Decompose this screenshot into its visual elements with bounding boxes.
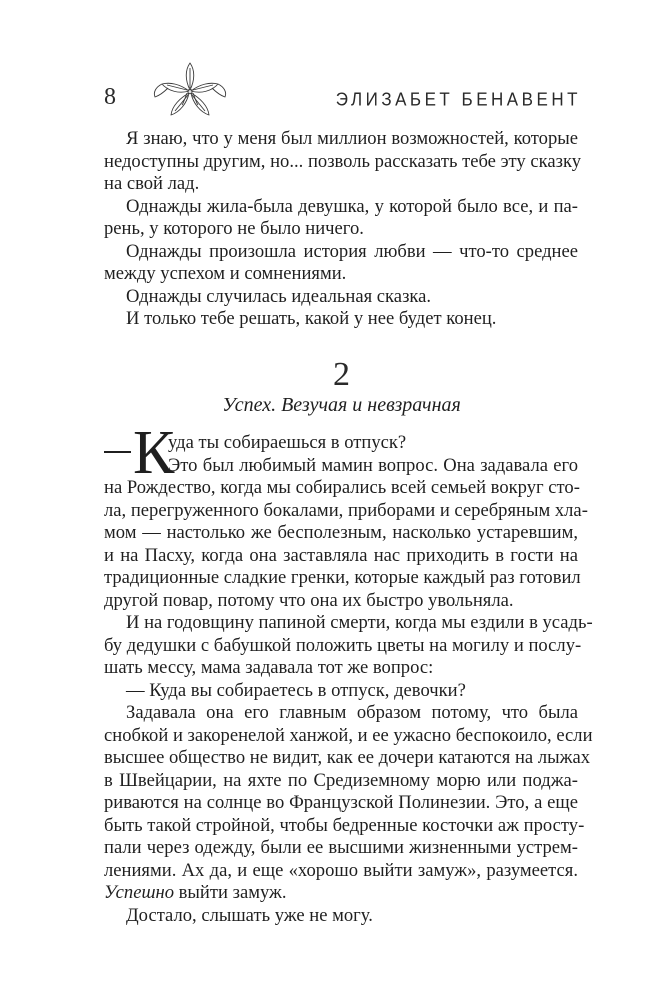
text-line: быть такой стройной, чтобы бедренные косточки аж просту-: [104, 814, 585, 836]
intro-text: [104, 128, 582, 331]
chapter-number: 2: [333, 356, 350, 393]
text-line: рень, у которого не было ничего.: [104, 218, 364, 239]
text-line: в Швейцарии, на яхте по Средиземному морю или поджа-: [104, 769, 578, 791]
text-line: недоступны другим, но... позволь рассказать тебе эту сказку: [104, 150, 582, 172]
text-line: на Рождество, когда мы собирались всей семьей вокруг сто-: [104, 477, 580, 498]
text-line: И на годовщину папиной смерти, когда мы ездили в усадь-: [126, 612, 593, 633]
text-line: Однажды жила-была девушка, у которой было все, и па-: [126, 195, 578, 217]
text-line: Однажды произошла история любви — что-то среднее: [126, 240, 578, 262]
text-line: Это был любимый мамин вопрос. Она задавала его: [168, 454, 578, 476]
text-line: и на Пасху, когда она заставляла нас приходить в гости на: [104, 544, 578, 566]
text-line: Достало, слышать уже не могу.: [126, 904, 373, 926]
text-line: ла, перегруженного бокалами, приборами и серебряным хла-: [104, 499, 588, 521]
text-line: традиционные сладкие гренки, которые каждый раз готовил: [104, 567, 581, 588]
text-line: между успехом и сомнениями.: [104, 263, 347, 284]
text-line: другой повар, потому что она их быстро увольняла.: [104, 589, 514, 611]
drop-cap: К: [133, 419, 175, 487]
text-line: на свой лад.: [104, 173, 200, 194]
text-line: Однажды случилась идеальная сказка.: [126, 285, 432, 307]
text-line: высшее общество не видит, как ее дочери катаются на лыжах: [104, 747, 590, 768]
text-line: шать мессу, мама задавала тот же вопрос:: [104, 657, 434, 678]
text-line: риваются на солнце во Французской Полинезии. Это, а еще: [104, 792, 578, 813]
chapter-title: Успех. Везучая и невзрачная: [222, 394, 461, 416]
running-head: ЭЛИЗАБЕТ БЕНАВЕНТ: [335, 89, 581, 110]
emphasis-word: Успешно: [104, 882, 174, 903]
text-line: И только тебе решать, какой у нее будет конец.: [126, 308, 497, 329]
text-line: снобкой и закоренелой ханжой, и ее ужасно беспокоило, если: [104, 724, 593, 746]
page-number: 8: [104, 84, 116, 110]
text-line: лениями. Ах да, и еще «хорошо выйти замуж», разумеется.: [104, 859, 578, 881]
text-line: Я знаю, что у меня был миллион возможностей, которые: [126, 128, 578, 149]
text-line: мом — настолько же бесполезным, насколько устаревшим,: [104, 522, 578, 543]
text-line: Задавала она его главным образом потому, что была: [126, 702, 578, 723]
chapter-body: [104, 432, 593, 927]
text-line: Успешно выйти замуж.: [104, 882, 287, 903]
text-line: — Куда вы собираетесь в отпуск, девочки?: [126, 679, 466, 701]
text-line: бу дедушки с бабушкой положить цветы на могилу и послу-: [104, 634, 582, 656]
text-line: пали через одежду, были ее высшими жизненными устрем-: [104, 837, 578, 858]
flower-icon: [152, 60, 228, 122]
text-line: уда ты собираешься в отпуск?: [168, 432, 407, 453]
